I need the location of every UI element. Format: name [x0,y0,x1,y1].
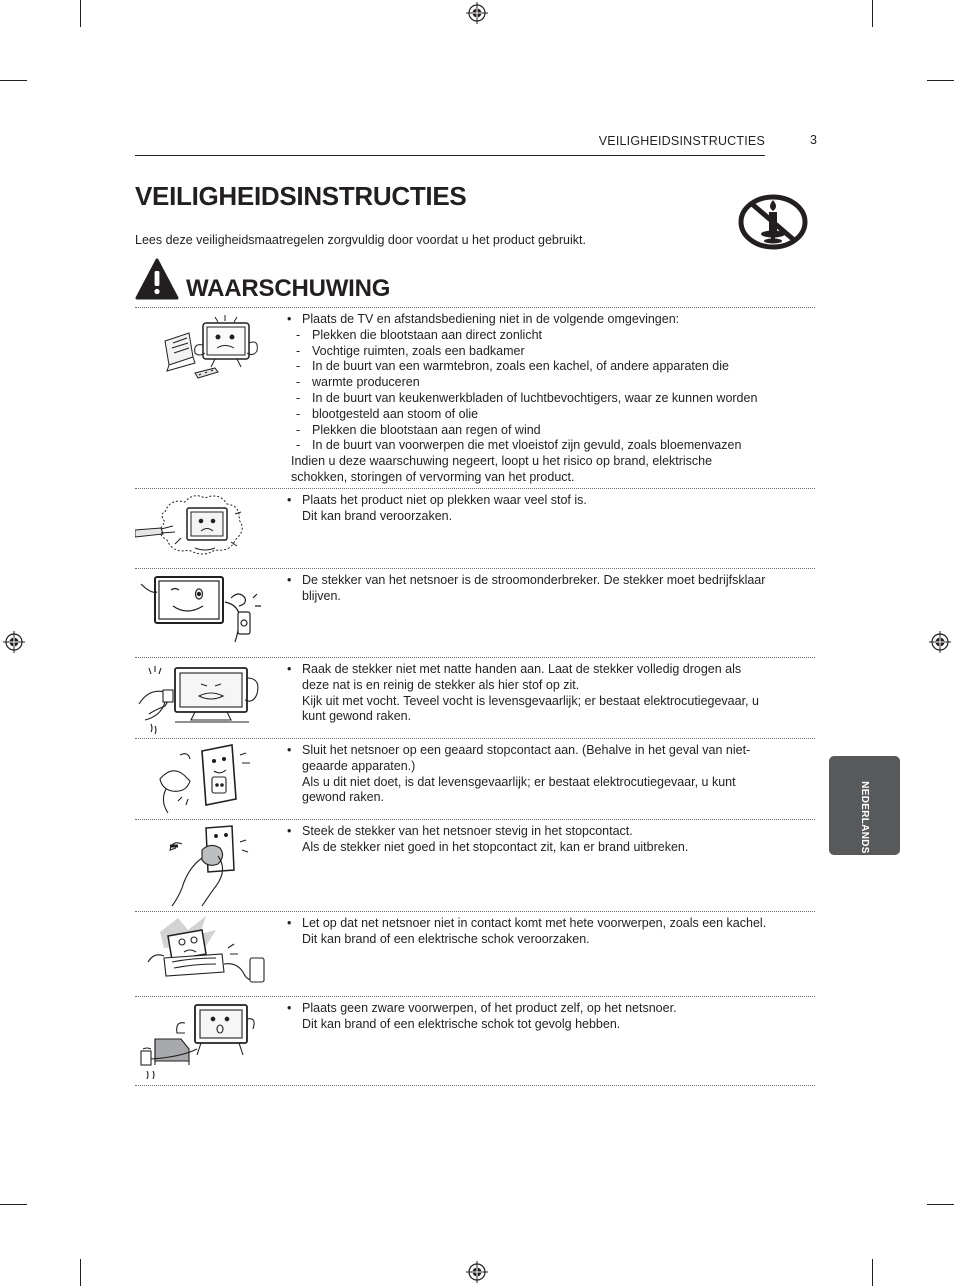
tv-in-sunlight-illustration [155,313,285,388]
row-text-line: - warmte produceren [285,375,797,391]
hot-heater-cord-illustration [140,914,270,994]
registration-mark-icon [3,631,25,653]
warning-row [135,488,815,568]
warning-row [135,657,815,738]
running-header-title: VEILIGHEIDSINSTRUCTIES [598,134,765,148]
warning-row [135,738,815,819]
row-text-line: • Plaats het product niet op plekken waar veel stof is. [285,493,797,509]
plug-insert-illustration [160,822,290,908]
heavy-object-cord-illustration [135,999,265,1081]
warning-row-text [285,493,797,525]
row-text-line: deze nat is en reinig de stekker als hier stof op zit. [302,677,580,692]
warning-row-text [285,916,797,948]
language-side-tab-label: NEDERLANDS [859,781,870,854]
page-title: VEILIGHEIDSINSTRUCTIES [135,181,467,211]
warning-row [135,307,815,488]
warning-row-text [285,743,797,806]
row-text-line: • Plaats de TV en afstandsbediening niet in de volgende omgevingen: [285,312,797,328]
row-text-line: • De stekker van het netsnoer is de stroomonderbreker. De stekker moet bedrijfsklaar [285,573,797,589]
warning-row-text [285,312,797,486]
registration-mark-icon [466,1261,488,1283]
row-text-line: Dit kan brand veroorzaken. [302,508,453,523]
row-text-line: - Vochtige ruimten, zoals een badkamer [285,344,797,360]
warning-row-text [285,573,797,605]
page-number: 3 [810,133,817,147]
warning-triangle-icon [135,258,179,300]
row-text-line: - In de buurt van keukenwerkbladen of luchtbevochtigers, waar ze kunnen worden [285,391,797,407]
row-text-line: kunt gewond raken. [302,709,412,724]
row-text-line: • Plaats geen zware voorwerpen, of het product zelf, op het netsnoer. [285,1001,797,1017]
warning-row-text [285,1001,797,1033]
warning-row [135,911,815,996]
warning-row-text [285,662,797,725]
crop-mark [0,80,27,81]
warning-row [135,996,815,1086]
warning-row [135,819,815,911]
row-text-line: Dit kan brand of een elektrische schok veroorzaken. [302,931,590,946]
row-text-line: - Plekken die blootstaan aan direct zonlicht [285,328,797,344]
grounded-outlet-illustration [150,741,280,817]
warning-table [135,307,815,1086]
row-text-line: - Plekken die blootstaan aan regen of wind [285,423,797,439]
intro-text: Lees deze veiligheidsmaatregelen zorgvuldig door voordat u het product gebruikt. [135,233,586,247]
row-text-line: - In de buurt van een warmtebron, zoals een kachel, of andere apparaten die [285,359,797,375]
registration-mark-icon [929,631,951,653]
row-text-line: Dit kan brand of een elektrische schok tot gevolg hebben. [302,1016,621,1031]
row-text-line: • Sluit het netsnoer op een geaard stopcontact aan. (Behalve in het geval van niet- [285,743,797,759]
crop-mark [0,1204,27,1205]
running-header [135,133,765,156]
plug-disconnect-illustration [135,572,265,652]
registration-mark-icon [466,2,488,24]
crop-mark [927,1204,954,1205]
warning-row-text [285,824,797,856]
language-side-tab [829,756,900,855]
row-text-line: - In de buurt van voorwerpen die met vloeistof zijn gevuld, zoals bloemenvazen [285,438,797,454]
wet-hands-plug-illustration [135,660,265,736]
row-text-line: blijven. [302,588,341,603]
dusty-tv-illustration [135,492,265,566]
crop-mark [872,1259,873,1286]
row-text-line: Als de stekker niet goed in het stopcontact zit, kan er brand uitbreken. [302,839,689,854]
row-text-line: - blootgesteld aan stoom of olie [285,407,797,423]
no-open-flame-icon [738,194,808,250]
row-text-line: gewond raken. [302,790,385,805]
row-text-line: • Raak de stekker niet met natte handen aan. Laat de stekker volledig drogen als [285,662,797,678]
warning-heading: WAARSCHUWING [186,275,391,302]
row-text-line: geaarde apparaten.) [302,758,416,773]
row-text-line: schokken, storingen of vervorming van het product. [291,469,575,484]
row-text-line: Als u dit niet doet, is dat levensgevaarlijk; er bestaat elektrocutiegevaar, u kunt [302,774,736,789]
crop-mark [872,0,873,27]
row-text-line: Kijk uit met vocht. Teveel vocht is levensgevaarlijk; er bestaat elektrocutiegevaar, u [302,693,759,708]
warning-row [135,568,815,657]
row-text-line: Indien u deze waarschuwing negeert, loopt u het risico op brand, elektrische [291,454,713,469]
row-text-line: • Steek de stekker van het netsnoer stevig in het stopcontact. [285,824,797,840]
crop-mark [80,1259,81,1286]
crop-mark [80,0,81,27]
row-text-line: • Let op dat net netsnoer niet in contact komt met hete voorwerpen, zoals een kachel. [285,916,797,932]
crop-mark [927,80,954,81]
